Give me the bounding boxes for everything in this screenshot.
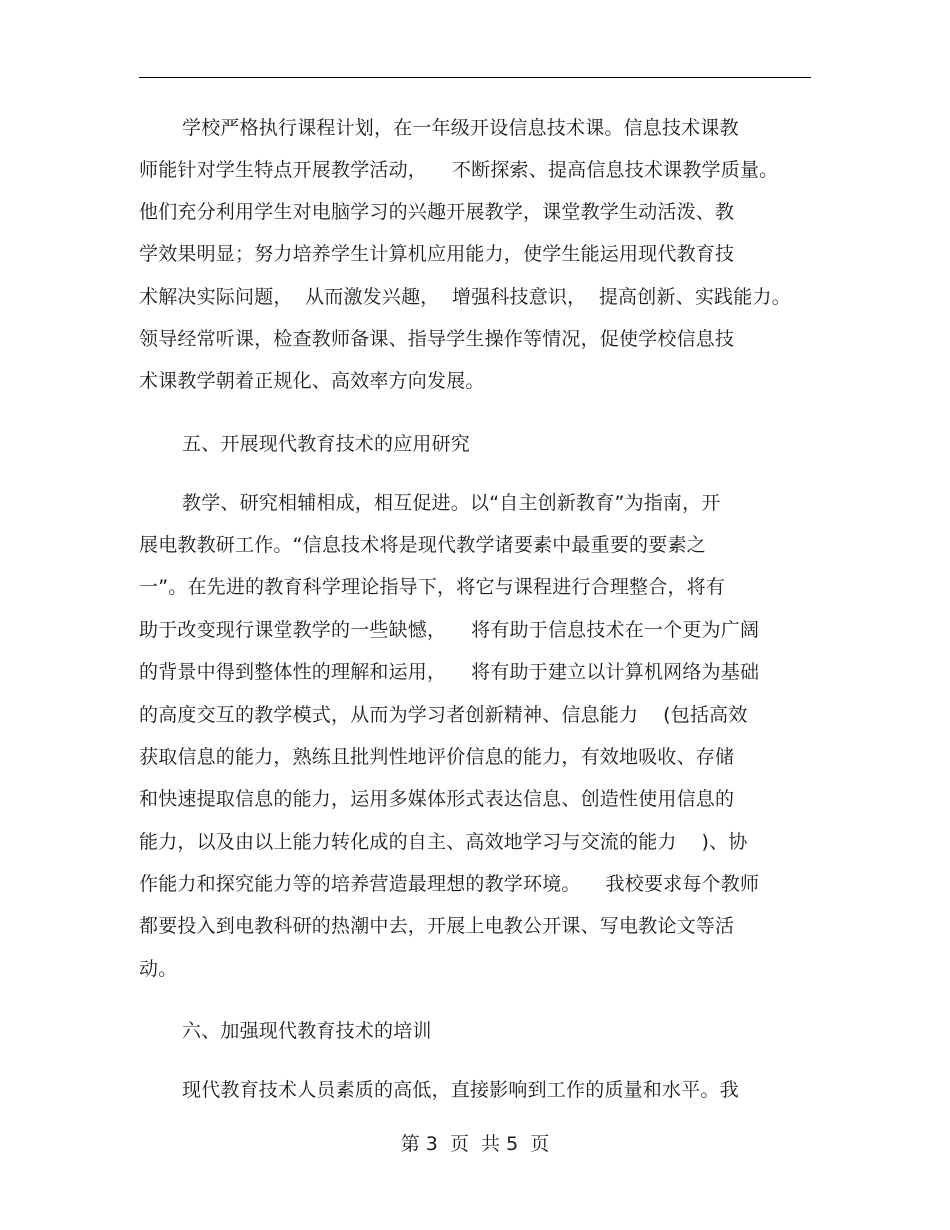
body-text-line: 教学、研究相辅相成，相互促进。以“自主创新教育”为指南，开: [182, 492, 721, 514]
body-text-line: 展电教教研工作。“信息技术将是现代教学诸要素中最重要的要素之: [139, 534, 706, 556]
page-number-footer: 第 3 页 共 5 页: [400, 1133, 550, 1155]
body-text-line: 术课教学朝着正规化、高效率方向发展。: [139, 370, 485, 392]
body-text-line: 术解决实际问题， 从而激发兴趣， 增强科技意识， 提高创新、实践能力。: [139, 286, 791, 308]
body-text-line: 现代教育技术人员素质的高低，直接影响到工作的质量和水平。我: [182, 1079, 739, 1101]
body-text-line: 获取信息的能力，熟练且批判性地评价信息的能力，有效地吸收、存储: [139, 746, 735, 768]
body-text-line: 师能针对学生特点开展教学活动， 不断探索、提高信息技术课教学质量。: [139, 159, 779, 181]
body-text-line: 能力，以及由以上能力转化成的自主、高效地学习与交流的能力 )、协: [139, 831, 748, 853]
body-text-line: 学校严格执行课程计划，在一年级开设信息技术课。信息技术课教: [182, 117, 739, 139]
body-text-line: 的背景中得到整体性的理解和运用， 将有助于建立以计算机网络为基础: [139, 661, 760, 683]
body-text-line: 动。: [139, 958, 178, 980]
body-text-line: 助于改变现行课堂教学的一些缺憾， 将有助于信息技术在一个更为广阔: [139, 619, 760, 641]
body-text-line: 的高度交互的教学模式，从而为学习者创新精神、信息能力 (包括高效: [139, 704, 748, 726]
header-rule: [139, 77, 811, 78]
body-text-line: 都要投入到电教科研的热潮中去，开展上电教公开课、写电教论文等活: [139, 915, 735, 937]
body-text-line: 和快速提取信息的能力，运用多媒体形式表达信息、创造性使用信息的: [139, 788, 735, 810]
section-heading: 六、加强现代教育技术的培训: [182, 1020, 432, 1042]
body-text-line: 他们充分利用学生对电脑学习的兴趣开展教学，课堂教学生动活泼、教: [139, 201, 735, 223]
body-text-line: 领导经常听课，检查教师备课、指导学生操作等情况，促使学校信息技: [139, 328, 735, 350]
body-text-line: 学效果明显；努力培养学生计算机应用能力，使学生能运用现代教育技: [139, 243, 735, 265]
body-text-line: 作能力和探究能力等的培养营造最理想的教学环境。 我校要求每个教师: [139, 873, 760, 895]
body-text-line: 一”。在先进的教育科学理论指导下，将它与课程进行合理整合，将有: [139, 576, 726, 598]
section-heading: 五、开展现代教育技术的应用研究: [182, 433, 471, 455]
